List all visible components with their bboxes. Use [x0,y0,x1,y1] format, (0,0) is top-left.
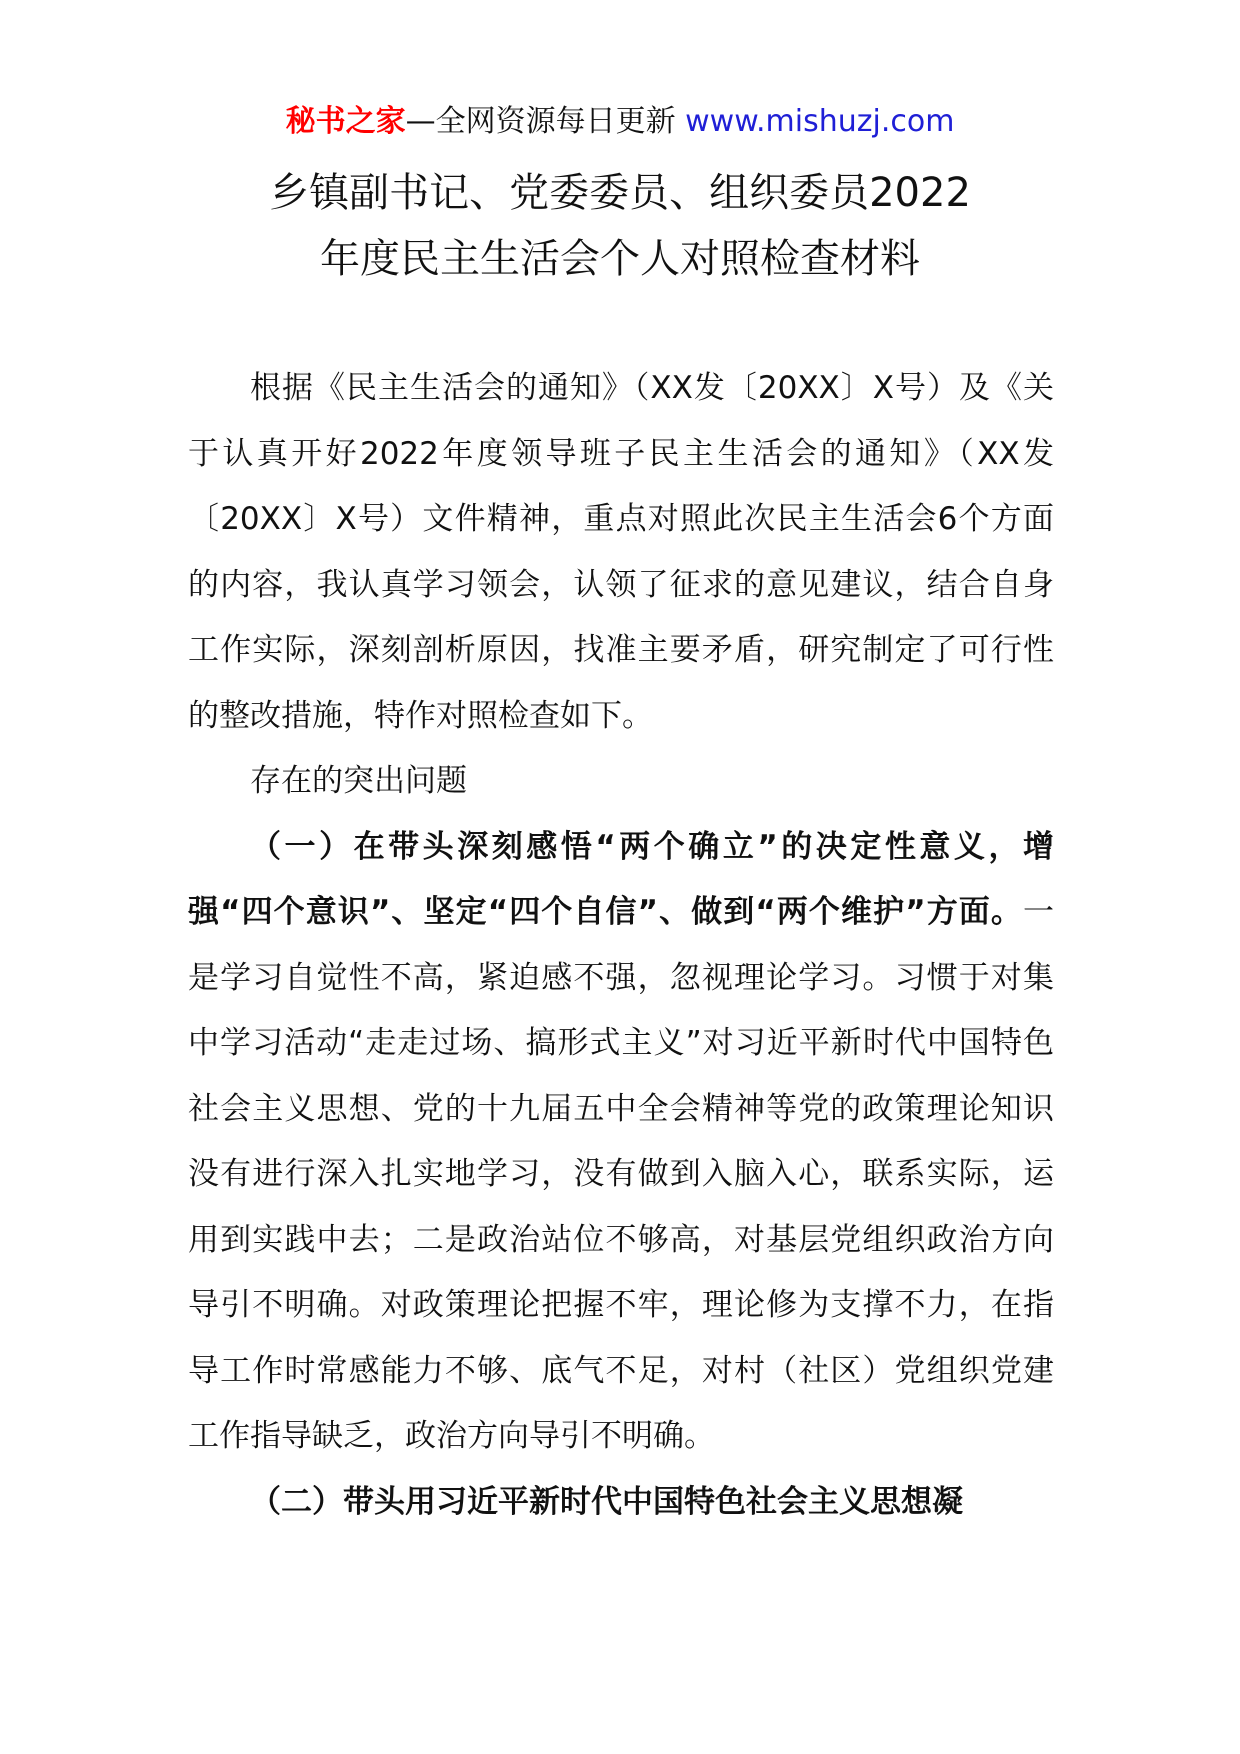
item-2-lead: （二）带头用习近平新时代中国特色社会主义思想凝 [250,1483,963,1520]
item-1-text: 一是学习自觉性不高，紧迫感不强，忽视理论学习。习惯于对集中学习活动“走走过场、搞形式主义”对习近平新时代中国特色社会主义思想、党的十九届五中全会精神等党的政策理论知识没有进行深入扎实地学习，没有做到入脑入心，联系实际，运用到实践中去；二是政治站位不够高，对基层党组织政治方向导引不明确。对政策理论把握不牢，理论修为支撑不力，在指导工作时常感能力不够、底气不足，对村（社区）党组织党建工作指导缺乏，政治方向导引不明确。 [188,894,1054,1454]
intro-paragraph: 根据《民主生活会的通知》（XX发〔20XX〕X号）及《关于认真开好2022年度领导班子民主生活会的通知》（XX发〔20XX〕X号）文件精神，重点对照此次民主生活会6个方面的内容，我认真学习领会，认领了征求的意见建议，结合自身工作实际，深刻剖析原因，找准主要矛盾，研究制定了可行性的整改措施，特作对照检查如下。 [188,370,1054,734]
document-body [188,356,1054,1535]
document-title [0,160,1240,292]
item-2-paragraph [188,1470,1054,1536]
banner-slogan: —全网资源每日更新 [405,104,686,139]
banner-brand: 秘书之家 [285,104,406,139]
section-heading: 存在的突出问题 [250,763,467,799]
item-1-lead: （一）在带头深刻感悟“两个确立”的决定性意义，增强“四个意识”、坚定“四个自信”、做到“两个维护”方面。 [188,828,1054,930]
site-banner [0,100,1240,144]
title-line-1: 乡镇副书记、党委委员、组织委员2022 [269,170,971,216]
banner-url-link[interactable]: www.mishuzj.com [685,104,955,139]
title-line-2: 年度民主生活会个人对照检查材料 [320,236,920,282]
item-1-paragraph [188,815,1054,1470]
